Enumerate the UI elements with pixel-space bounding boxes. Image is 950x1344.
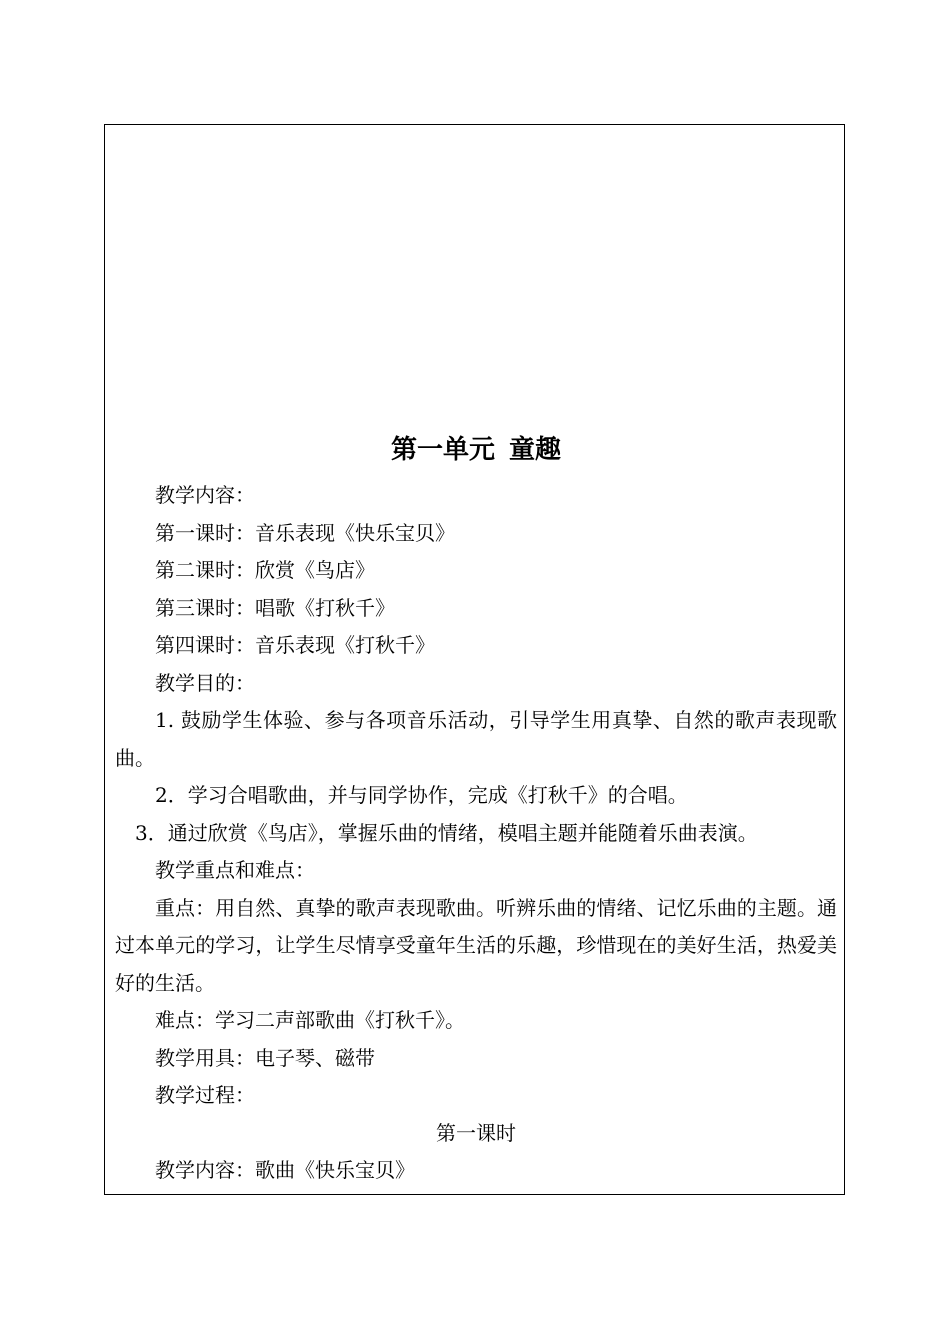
unit-title-number: 第一单元 xyxy=(390,435,495,465)
objective-2: 2．学习合唱歌曲，并与同学协作，完成《打秋千》的合唱。 xyxy=(155,783,688,807)
page-frame xyxy=(104,124,845,1195)
document-body xyxy=(115,425,837,1190)
objective-1: 1. 鼓励学生体验、参与各项音乐活动，引导学生用真挚、自然的歌声表现歌曲。 xyxy=(115,708,837,770)
section-heading-process: 教学过程： xyxy=(155,1083,255,1107)
focus-difficulties: 难点：学习二声部歌曲《打秋千》。 xyxy=(155,1008,465,1032)
teaching-tools: 教学用具：电子琴、磁带 xyxy=(155,1045,375,1070)
lesson-item-1: 第一课时：音乐表现《快乐宝贝》 xyxy=(155,520,455,545)
section-heading-focus: 教学重点和难点： xyxy=(155,858,315,882)
unit-title-theme: 童趣 xyxy=(509,435,562,465)
lesson-content: 教学内容：歌曲《快乐宝贝》 xyxy=(155,1158,415,1182)
unit-title xyxy=(115,425,837,475)
lesson-heading: 第一课时 xyxy=(436,1120,516,1145)
objective-3: 3．通过欣赏《鸟店》，掌握乐曲的情绪，模唱主题并能随着乐曲表演。 xyxy=(135,820,758,845)
section-heading-objectives: 教学目的： xyxy=(155,670,255,695)
lesson-item-4: 第四课时：音乐表现《打秋千》 xyxy=(155,633,435,657)
lesson-item-3: 第三课时：唱歌《打秋千》 xyxy=(155,595,395,620)
focus-key-points: 重点：用自然、真挚的歌声表现歌曲。听辨乐曲的情绪、记忆乐曲的主题。通过本单元的学习，让学生尽情享受童年生活的乐趣，珍惜现在的美好生活，热爱美好的生活。 xyxy=(115,895,837,995)
lesson-item-2: 第二课时：欣赏《鸟店》 xyxy=(155,558,375,582)
section-heading-content: 教学内容： xyxy=(155,483,255,507)
